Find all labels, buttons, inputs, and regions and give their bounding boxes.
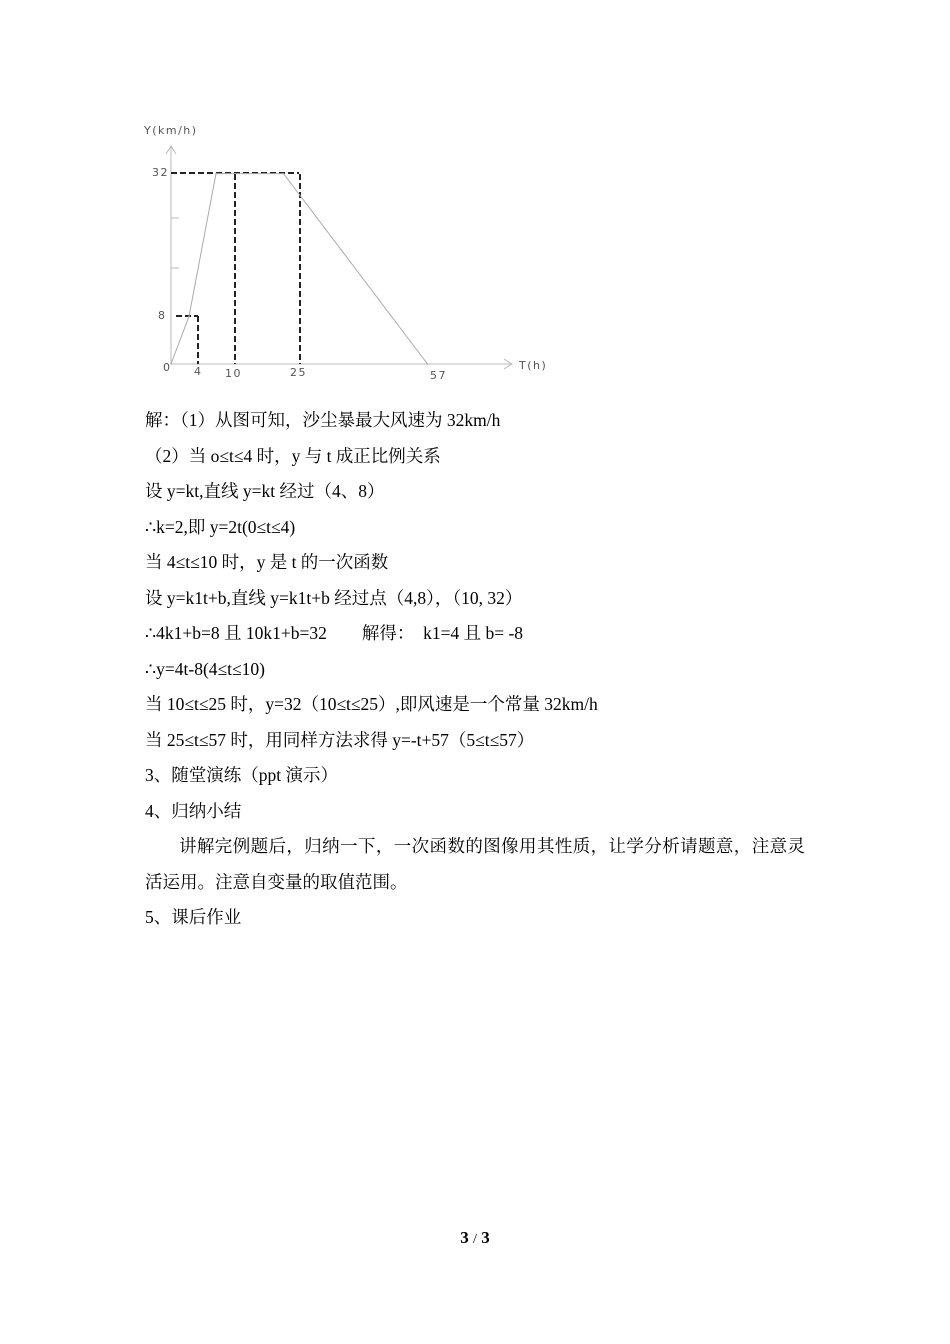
section-summary: 4、归纳小结 — [145, 801, 242, 821]
solution-line-10: 当 25≤t≤57 时，用同样方法求得 y=-t+57（5≤t≤57） — [145, 730, 535, 750]
x-tick-label-0: 0 — [163, 361, 172, 374]
x-tick-label-4: 4 — [194, 365, 203, 378]
series-point-2 — [215, 173, 217, 175]
solution-line-5: 当 4≤t≤10 时，y 是 t 的一次函数 — [145, 552, 389, 572]
page-total: 3 — [481, 1228, 490, 1247]
solution-line-1: 解：（1）从图可知，沙尘暴最大风速为 32km/h — [145, 410, 501, 430]
series-point-3 — [283, 173, 285, 175]
page-number — [0, 1228, 950, 1248]
series-point-1 — [188, 316, 190, 318]
x-axis-label: T(h) — [519, 359, 548, 372]
y-tick-label-8: 8 — [158, 309, 167, 322]
section-practice: 3、随堂演练（ppt 演示） — [145, 765, 338, 785]
y-axis-label: Y(km/h) — [144, 124, 198, 137]
summary-paragraph: 讲解完例题后，归纳一下，一次函数的图像用其性质，让学分析请题意，注意灵活运用。注意自变量的取值范围。 — [145, 836, 805, 892]
page-separator: / — [473, 1232, 477, 1247]
section-homework: 5、课后作业 — [145, 907, 242, 927]
solution-line-3: 设 y=kt,直线 y=kt 经过（4、8） — [145, 481, 385, 501]
series-point-4 — [427, 363, 429, 365]
solution-line-8: ∴y=4t-8(4≤t≤10) — [145, 659, 265, 679]
solution-line-4: ∴k=2,即 y=2t(0≤t≤4) — [145, 517, 296, 537]
y-tick-label-32: 32 — [152, 166, 169, 179]
solution-line-9: 当 10≤t≤25 时，y=32（10≤t≤25）,即风速是一个常量 32km/h — [145, 694, 598, 714]
x-tick-label-57: 57 — [430, 369, 447, 382]
wind-speed-chart — [140, 118, 560, 390]
x-tick-label-10: 10 — [225, 367, 242, 380]
solution-line-6: 设 y=k1t+b,直线 y=k1t+b 经过点（4,8），（10, 32） — [145, 588, 523, 608]
x-tick-label-25: 25 — [290, 366, 307, 379]
page-current: 3 — [460, 1228, 469, 1247]
solution-line-2: （2）当 o≤t≤4 时，y 与 t 成正比例关系 — [145, 446, 441, 466]
solution-line-7: ∴4k1+b=8 且 10k1+b=32 解得： k1=4 且 b= -8 — [145, 623, 524, 643]
